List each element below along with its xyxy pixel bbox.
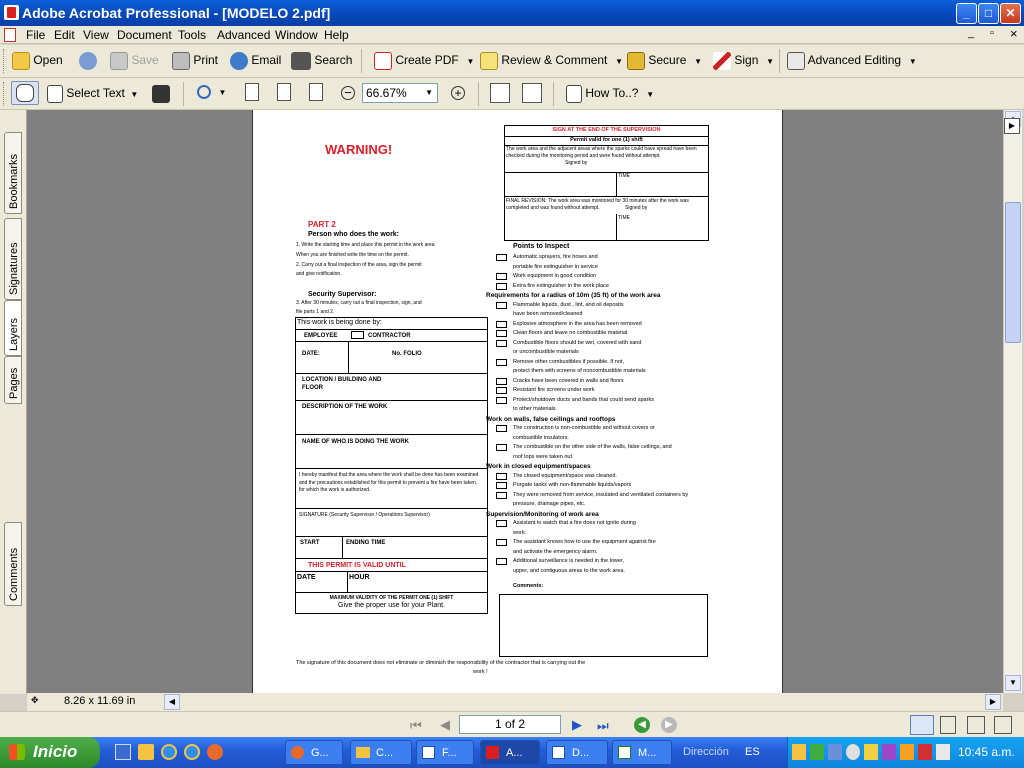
employee-checkbox[interactable] — [351, 331, 364, 339]
tab-signatures-label: Signatures — [8, 242, 20, 295]
select-text-label: Select Text — [66, 86, 125, 101]
checklist-heading: Work on walls, false ceilings and rooftops — [486, 415, 616, 423]
create-pdf-button[interactable] — [374, 52, 474, 70]
tray-app-icon[interactable] — [846, 744, 860, 760]
save-label: Save — [131, 53, 159, 68]
checklist-item-text-cont: upper, and contiguous areas to the work area. — [513, 567, 625, 574]
page-indicator: 1 of 2 — [494, 717, 526, 731]
permit-valid-text: Permit valid for one (1) shift — [570, 137, 643, 143]
task-word-1[interactable] — [416, 740, 474, 765]
file-toolbar — [0, 45, 1024, 78]
footer-text: The signature of this document does not eliminate or diminish the responsibility of the contractor that is carrying out the — [296, 660, 586, 666]
open-button[interactable] — [12, 52, 63, 70]
comments-label: Comments: — [513, 583, 544, 589]
review-comment-icon — [480, 52, 498, 70]
tab-layers-label: Layers — [8, 317, 20, 351]
chevron-down-icon[interactable]: ▼ — [425, 88, 433, 97]
checklist-item-text-cont: portable fire extinguisher in service — [513, 263, 598, 270]
checklist-item-text: Automatic sprayers, fire hoses and — [513, 254, 598, 260]
horizontal-scrollbar[interactable] — [27, 693, 1003, 711]
chevron-down-icon[interactable]: ▼ — [689, 57, 703, 67]
lock-icon — [627, 52, 645, 70]
checklist-item-text: Additional surveillance is needed in the lower, — [513, 558, 624, 564]
tab-signatures[interactable] — [4, 218, 22, 300]
doc-restore-button[interactable]: ▫ — [990, 27, 994, 39]
page-navigation-bar — [0, 711, 1024, 737]
tray-app-icon[interactable] — [810, 744, 824, 760]
checklist-checkbox[interactable] — [496, 378, 507, 385]
pen-icon — [713, 52, 731, 70]
checklist-checkbox[interactable] — [496, 340, 507, 347]
search-label: Search — [314, 53, 353, 68]
clock[interactable]: 10:45 a.m. — [958, 745, 1015, 759]
tray-app-icon[interactable] — [900, 744, 914, 760]
signature-label: SIGNATURE (Security Supervisor / Operations Supervisor) — [299, 512, 430, 518]
checklist-item-text-cont: combustible insulators. — [513, 434, 569, 441]
secure-label: Secure — [648, 53, 687, 68]
magnifier-icon — [197, 85, 211, 99]
cursor-edit-icon — [787, 52, 805, 70]
menu-view[interactable]: View — [83, 28, 109, 42]
max-validity-label: MAXIMUM VALIDITY OF THE PERMIT ONE (1) SHIFT — [329, 595, 454, 601]
save-button[interactable] — [110, 52, 159, 70]
signed-by-label: Signed by — [565, 160, 588, 166]
checklist-item-text: Protect/shutdown ducts and bands that could send sparks — [513, 396, 654, 403]
work-done-by-label: This work is being done by: — [297, 319, 382, 326]
facing-view-button[interactable] — [967, 716, 985, 734]
search-button[interactable] — [291, 52, 352, 70]
last-page-button[interactable]: ⏭ — [597, 718, 609, 733]
review-comment-button[interactable] — [480, 52, 623, 70]
split-handle-icon[interactable]: ✥ — [31, 695, 39, 705]
folder-open-icon — [12, 52, 30, 70]
rotate-clockwise-button[interactable] — [490, 83, 510, 103]
checklist-checkbox[interactable] — [496, 425, 507, 432]
minimize-button[interactable]: _ — [956, 3, 977, 24]
close-button[interactable]: ✕ — [1000, 3, 1021, 24]
checklist-heading: Work in closed equipment/spaces — [486, 463, 591, 470]
checklist-item-text: Extra fire extinguisher in the work place — [513, 282, 609, 289]
page-number-field[interactable] — [459, 715, 561, 734]
chevron-down-icon[interactable]: ▼ — [610, 57, 624, 67]
print-button[interactable] — [172, 52, 218, 70]
zoom-out-button[interactable]: − — [341, 86, 355, 100]
manifest-text: I hereby manifest that the area where the work shall be done has been examined and the precautions established for this permit to prevent a fire have been taken, for which the work is authorized. — [299, 472, 479, 493]
description-label: DESCRIPTION OF THE WORK — [302, 404, 388, 410]
instruction-1b: When you are finished write the time on the permit. — [296, 252, 409, 258]
scroll-down-button[interactable]: ▼ — [1005, 675, 1021, 691]
ie-browser-icon[interactable] — [161, 744, 177, 760]
checklist-checkbox[interactable] — [496, 520, 507, 527]
task-label: F... — [442, 747, 457, 759]
excel-icon — [618, 746, 631, 759]
menu-window[interactable]: Window — [275, 28, 318, 42]
advanced-editing-label: Advanced Editing — [807, 53, 902, 68]
start-label: Inicio — [33, 742, 78, 761]
fit-page-button[interactable] — [277, 83, 291, 101]
checklist-item-text: Cracks have been covered in walls and floors — [513, 377, 624, 384]
vertical-scroll-thumb[interactable] — [1005, 202, 1021, 343]
comments-box[interactable] — [499, 594, 708, 657]
snapshot-button[interactable] — [152, 85, 170, 103]
checklist-checkbox[interactable] — [496, 359, 507, 366]
secure-button[interactable] — [627, 52, 702, 70]
supervision-sign-box — [504, 125, 709, 241]
work-permit-form — [295, 317, 488, 614]
tab-pages-label: Pages — [8, 367, 20, 399]
menu-document[interactable]: Document — [117, 28, 172, 42]
word-icon — [422, 746, 435, 759]
acrobat-icon — [486, 746, 499, 759]
checklist-item-text: Purgate tanks with non-flammable liquids/vapors — [513, 482, 632, 488]
hour-label: HOUR — [349, 574, 370, 581]
continuous-facing-view-button[interactable] — [994, 716, 1012, 734]
final-revision-text: FINAL REVISION: The work area was monitored for 30 minutes after the work was completed and was found without attempt. — [506, 198, 689, 211]
review-comment-label: Review & Comment — [501, 53, 608, 68]
checklist-checkbox[interactable] — [496, 387, 507, 394]
location-label: LOCATION / BUILDING AND FLOOR — [302, 377, 382, 391]
email-globe-icon — [230, 52, 248, 70]
continuous-view-button[interactable] — [940, 716, 956, 734]
task-acrobat[interactable] — [480, 740, 540, 765]
name-doing-label: NAME OF WHO IS DOING THE WORK — [302, 439, 409, 445]
page-size-label: 8.26 x 11.69 in — [64, 695, 136, 707]
address-label[interactable]: Dirección — [683, 746, 729, 758]
task-label: G... — [311, 747, 329, 759]
chevron-down-icon[interactable]: ▼ — [904, 57, 917, 67]
actual-size-button[interactable] — [245, 83, 259, 101]
folder-icon — [356, 747, 370, 758]
chevron-down-icon[interactable]: ▼ — [214, 87, 227, 97]
system-tray — [787, 737, 1024, 768]
task-folder[interactable] — [350, 740, 412, 765]
instruction-3b: file parts 1 and 2. — [296, 309, 335, 315]
open-label: Open — [33, 53, 63, 68]
document-view[interactable] — [27, 110, 1003, 693]
signed-by-label-2: Signed by — [625, 205, 648, 211]
hand-tool-button[interactable] — [11, 81, 39, 105]
checklist-item-text: They were removed from service, insulated and ventilated containers by — [513, 491, 689, 498]
start-button[interactable] — [0, 737, 100, 768]
fit-width-button[interactable] — [309, 83, 323, 101]
chevron-down-icon[interactable]: ▼ — [462, 57, 475, 67]
options-arrow-button[interactable]: ▶ — [1004, 118, 1020, 134]
create-pdf-icon — [374, 52, 392, 70]
checklist-checkbox[interactable] — [496, 482, 507, 489]
scroll-left-button[interactable]: ◀ — [164, 694, 180, 710]
save-disk-icon — [110, 52, 128, 70]
time-label: TIME — [618, 173, 630, 179]
checklist-item-text: Assistant to watch that a fire does not ignite during — [513, 520, 636, 526]
quicklaunch-icon[interactable] — [138, 744, 154, 760]
inspection-checklist — [486, 253, 756, 593]
checklist-checkbox[interactable] — [496, 330, 507, 337]
task-excel[interactable] — [612, 740, 672, 765]
how-to-label: How To..? — [585, 86, 639, 101]
vertical-scrollbar[interactable] — [1003, 110, 1022, 693]
acrobat-logo-icon — [4, 5, 19, 20]
footer-text-2: work ! — [473, 669, 488, 675]
how-to-button[interactable] — [566, 85, 654, 103]
chevron-down-icon[interactable]: ▼ — [641, 90, 655, 100]
tab-comments[interactable] — [4, 522, 22, 606]
checklist-checkbox[interactable] — [496, 473, 507, 480]
valid-until-label: THIS PERMIT IS VALID UNTIL — [308, 562, 406, 569]
checklist-item-text: Resistant fire screens under work — [513, 387, 595, 393]
print-label: Print — [193, 53, 219, 68]
camera-icon — [152, 85, 170, 103]
warning-heading: WARNING! — [325, 142, 393, 157]
document-icon — [4, 28, 16, 42]
checklist-item-text-cont: or uncombustible materials — [513, 349, 579, 355]
create-pdf-label: Create PDF — [395, 53, 459, 68]
task-firefox[interactable] — [285, 740, 343, 765]
instruction-2b: and give notification. — [296, 271, 342, 277]
proper-use-label: Give the proper use for your Plant. — [338, 602, 445, 609]
navigation-pane — [0, 110, 27, 694]
organizer-button[interactable] — [79, 52, 97, 70]
checklist-checkbox[interactable] — [496, 539, 507, 546]
tab-pages[interactable] — [4, 356, 22, 404]
checklist-item-text-cont: roof tops were taken out. — [513, 453, 574, 460]
zoom-level-field[interactable] — [362, 83, 438, 103]
sign-end-text: The work area and the adjacent areas where the sparks could have spread have been checked during the monitoring period and were found without attempt. — [506, 146, 697, 159]
checklist-checkbox[interactable] — [496, 321, 507, 328]
checklist-item-text-cont: have been removed/cleaned — [513, 311, 583, 317]
checklist-checkbox[interactable] — [496, 254, 507, 261]
checklist-item-text: The closed equipment/space was cleaned. — [513, 472, 617, 479]
tools-toolbar — [0, 78, 1024, 110]
email-label: Email — [251, 53, 282, 68]
tab-layers[interactable] — [4, 300, 22, 356]
pdf-page — [252, 110, 783, 693]
tab-bookmarks[interactable] — [4, 132, 22, 214]
go-forward-button[interactable]: ▶ — [661, 717, 677, 733]
firefox-icon — [291, 746, 304, 759]
task-label: D... — [572, 747, 590, 759]
first-page-button[interactable]: ⏮ — [410, 718, 422, 733]
time-label-2: TIME — [618, 215, 630, 221]
rotate-counterclockwise-button[interactable] — [522, 83, 542, 103]
menu-bar — [0, 26, 1024, 44]
instruction-2: 2. Carry out a final inspection of the area, sign the permit — [296, 262, 422, 268]
checklist-item-text-cont: and activate the emergency alarm. — [513, 548, 598, 555]
checklist-item-text-cont: work. — [513, 529, 527, 536]
points-to-inspect-heading: Points to Inspect — [513, 243, 570, 250]
checklist-item-text: Combustible floors should be wet, covered with sand — [513, 339, 642, 346]
checklist-checkbox[interactable] — [496, 283, 507, 290]
task-word-2[interactable] — [546, 740, 608, 765]
date-label: DATE: — [302, 351, 320, 357]
tray-app-icon[interactable] — [882, 744, 896, 760]
security-supervisor-label: Security Supervisor: — [308, 291, 377, 298]
shield-icon[interactable] — [864, 744, 878, 760]
email-button[interactable] — [230, 52, 281, 70]
checklist-item-text-cont: pressure, drainage pipes, etc. — [513, 501, 586, 507]
instruction-3: 3. After 30 minutes, carry out a final inspection, sign, and — [296, 300, 422, 306]
single-page-view-button[interactable] — [910, 715, 934, 735]
zoom-in-tool-button[interactable] — [197, 85, 226, 99]
volume-icon[interactable] — [936, 744, 950, 760]
window-title: Adobe Acrobat Professional - [MODELO 2.pdf] — [22, 5, 331, 21]
doc-minimize-button[interactable]: _ — [968, 27, 975, 39]
employee-label: EMPLOYEE — [304, 333, 338, 339]
chevron-down-icon[interactable]: ▼ — [761, 57, 775, 67]
chevron-down-icon[interactable]: ▼ — [128, 90, 139, 100]
checklist-checkbox[interactable] — [496, 302, 507, 309]
sign-end-title: SIGN AT THE END OF THE SUPERVISION — [552, 127, 661, 133]
zoom-in-button[interactable]: + — [451, 86, 465, 100]
checklist-item-text: Clean floors and leave no combustible material — [513, 330, 628, 336]
text-cursor-icon — [47, 85, 63, 103]
person-who-label: Person who does the work: — [308, 231, 400, 238]
maximize-button[interactable]: □ — [978, 3, 999, 24]
checklist-checkbox[interactable] — [496, 444, 507, 451]
instruction-1: 1. Write the starting time and place this permit in the work area — [296, 242, 435, 248]
advanced-editing-button[interactable] — [787, 52, 917, 70]
binoculars-icon — [291, 52, 311, 70]
windows-taskbar — [0, 737, 1024, 768]
doc-close-button[interactable]: × — [1010, 26, 1018, 41]
checklist-item-text-cont: to other materials. — [513, 406, 558, 412]
previous-page-button[interactable]: ◀ — [440, 717, 450, 732]
checklist-item-text: The combustible on the other side of the walls, false ceilings, and — [513, 444, 672, 450]
zoom-level-value: 66.67% — [366, 86, 407, 100]
checklist-checkbox[interactable] — [496, 273, 507, 280]
checklist-checkbox[interactable] — [496, 558, 507, 565]
sign-button[interactable] — [713, 52, 774, 70]
menu-edit[interactable]: Edit — [54, 28, 75, 42]
sign-label: Sign — [734, 53, 759, 68]
organizer-icon — [79, 52, 97, 70]
contractor-label: CONTRACTOR — [368, 333, 411, 339]
checklist-checkbox[interactable] — [496, 397, 507, 404]
task-label: A... — [506, 747, 523, 759]
language-indicator[interactable]: ES — [745, 746, 760, 758]
task-label: C... — [376, 747, 394, 759]
checklist-item-text: The construction is non-combustible and without covers or — [513, 425, 655, 431]
ending-time-label: ENDING TIME — [346, 540, 386, 546]
go-back-button[interactable]: ◀ — [634, 717, 650, 733]
menu-tools[interactable]: Tools — [178, 28, 207, 42]
folio-label: No. FOLIO — [392, 351, 422, 357]
task-label: M... — [638, 747, 657, 759]
checklist-item-text: Flammable liquids, dust , lint, and oil deposits — [513, 301, 624, 308]
menu-help[interactable]: Help — [324, 28, 349, 42]
tab-comments-label: Comments — [8, 547, 20, 601]
ie-browser-icon-2[interactable] — [184, 744, 200, 760]
hand-icon — [16, 84, 34, 102]
how-to-icon — [566, 85, 582, 103]
next-page-button[interactable]: ▶ — [572, 717, 582, 732]
start-label: START — [300, 540, 320, 546]
tab-bookmarks-label: Bookmarks — [8, 153, 20, 209]
select-text-button[interactable] — [47, 85, 138, 103]
word-icon — [552, 746, 565, 759]
show-desktop-icon[interactable] — [115, 744, 131, 760]
printer-icon — [172, 52, 190, 70]
part2-heading: PART 2 — [308, 220, 336, 229]
menu-advanced[interactable]: Advanced — [217, 28, 271, 42]
checklist-heading: Supervision/Monitoring of work area — [486, 510, 599, 518]
tray-app-icon[interactable] — [828, 744, 842, 760]
date-label-2: DATE — [297, 574, 316, 581]
checklist-item-text: Remove other combustibles if possible. If not, — [513, 358, 624, 365]
checklist-item-text: The assistant knows how to use the equipment against fire — [513, 539, 656, 545]
tray-app-icon[interactable] — [918, 744, 932, 760]
menu-file[interactable]: File — [26, 28, 46, 42]
checklist-heading: Requirements for a radius of 10m (35 ft) of the work area — [486, 292, 661, 299]
checklist-checkbox[interactable] — [496, 492, 507, 499]
checklist-item-text: Work equipment in good condition — [513, 273, 597, 279]
checklist-item-text: Explosive atmosphere in the area has been removed — [513, 320, 642, 327]
tray-app-icon[interactable] — [792, 744, 806, 760]
checklist-item-text-cont: protect them with screens of noncombustible materials — [513, 368, 646, 374]
title-bar — [0, 0, 1024, 26]
firefox-icon[interactable] — [207, 744, 223, 760]
windows-logo-icon — [9, 744, 25, 760]
scroll-right-button[interactable]: ▶ — [985, 694, 1001, 710]
